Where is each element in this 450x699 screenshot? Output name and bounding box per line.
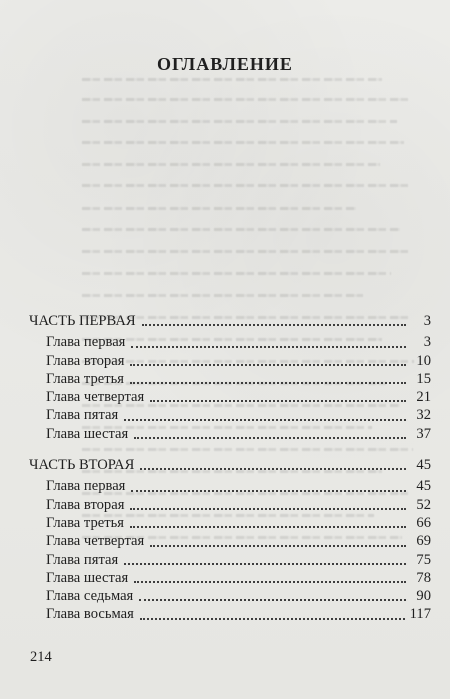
toc-chapter-title: Глава шестая bbox=[46, 425, 129, 442]
toc-chapter-page: 15 bbox=[416, 370, 431, 387]
toc-chapter-page: 75 bbox=[416, 551, 431, 568]
toc-part-page: 45 bbox=[416, 457, 431, 474]
toc-chapter-title: Глава четвертая bbox=[46, 389, 145, 406]
toc-part-row bbox=[29, 312, 431, 330]
toc-part-title: ЧАСТЬ ПЕРВАЯ bbox=[29, 313, 136, 329]
dot-leader bbox=[131, 346, 406, 348]
toc-chapter-page: 52 bbox=[416, 496, 431, 513]
dot-leader bbox=[130, 382, 406, 384]
dot-leader bbox=[139, 599, 406, 601]
dot-leader bbox=[150, 400, 406, 402]
toc-chapter-title: Глава третья bbox=[46, 370, 124, 387]
toc-chapter-row bbox=[29, 496, 431, 514]
toc-chapter-row bbox=[29, 333, 431, 351]
toc-part-page: 3 bbox=[423, 313, 431, 329]
toc-chapter-row bbox=[29, 370, 431, 388]
toc-chapter-row bbox=[29, 352, 431, 370]
dot-leader bbox=[140, 468, 406, 470]
toc-chapter-title: Глава вторая bbox=[46, 496, 125, 513]
toc-chapter-title: Глава четвертая bbox=[46, 533, 145, 550]
page-title: ОГЛАВЛЕНИЕ bbox=[157, 54, 293, 74]
dot-leader bbox=[142, 324, 406, 326]
toc-chapter-page: 32 bbox=[416, 407, 431, 424]
toc-chapter-page: 90 bbox=[416, 588, 431, 605]
toc-chapter-title: Глава пятая bbox=[46, 407, 119, 424]
toc-chapter-title: Глава первая bbox=[46, 334, 126, 351]
toc-chapter-title: Глава третья bbox=[46, 514, 124, 531]
dot-leader bbox=[134, 581, 406, 583]
dot-leader bbox=[140, 618, 405, 620]
toc-chapter-page: 69 bbox=[416, 533, 431, 550]
page-number: 214 bbox=[30, 649, 52, 665]
toc-chapter-page: 66 bbox=[416, 514, 431, 531]
dot-leader bbox=[130, 508, 406, 510]
dot-leader bbox=[131, 490, 406, 492]
toc-chapter-page: 21 bbox=[416, 389, 431, 406]
dot-leader bbox=[134, 437, 406, 439]
table-of-contents bbox=[29, 312, 431, 637]
toc-chapter-row bbox=[29, 388, 431, 406]
toc-part-title: ЧАСТЬ ВТОРАЯ bbox=[29, 457, 135, 474]
toc-part-row bbox=[29, 456, 431, 474]
toc-chapter-title: Глава первая bbox=[46, 478, 126, 495]
toc-chapter-row bbox=[29, 406, 431, 424]
toc-chapter-row bbox=[29, 551, 431, 569]
toc-chapter-page: 117 bbox=[409, 606, 431, 623]
toc-chapter-row bbox=[29, 569, 431, 587]
toc-chapter-title: Глава шестая bbox=[46, 569, 129, 586]
toc-chapter-title: Глава седьмая bbox=[46, 588, 134, 605]
toc-chapter-title: Глава вторая bbox=[46, 352, 125, 369]
dot-leader bbox=[130, 364, 406, 366]
toc-chapter-page: 3 bbox=[423, 334, 431, 351]
toc-chapter-title: Глава пятая bbox=[46, 551, 119, 568]
toc-chapter-row bbox=[29, 605, 431, 623]
toc-chapter-page: 10 bbox=[416, 352, 431, 369]
toc-chapter-row bbox=[29, 514, 431, 532]
toc-section-part-two bbox=[29, 456, 431, 624]
toc-chapter-title: Глава восьмая bbox=[46, 606, 134, 623]
toc-chapter-row bbox=[29, 532, 431, 550]
toc-chapter-row bbox=[29, 587, 431, 605]
toc-chapter-page: 45 bbox=[416, 478, 431, 495]
toc-section-part-one bbox=[29, 312, 431, 443]
dot-leader bbox=[150, 545, 406, 547]
toc-chapter-page: 37 bbox=[416, 425, 431, 442]
dot-leader bbox=[124, 419, 406, 421]
toc-chapter-page: 78 bbox=[416, 569, 431, 586]
dot-leader bbox=[130, 526, 406, 528]
toc-chapter-row bbox=[29, 477, 431, 495]
toc-chapter-row bbox=[29, 425, 431, 443]
dot-leader bbox=[124, 563, 406, 565]
